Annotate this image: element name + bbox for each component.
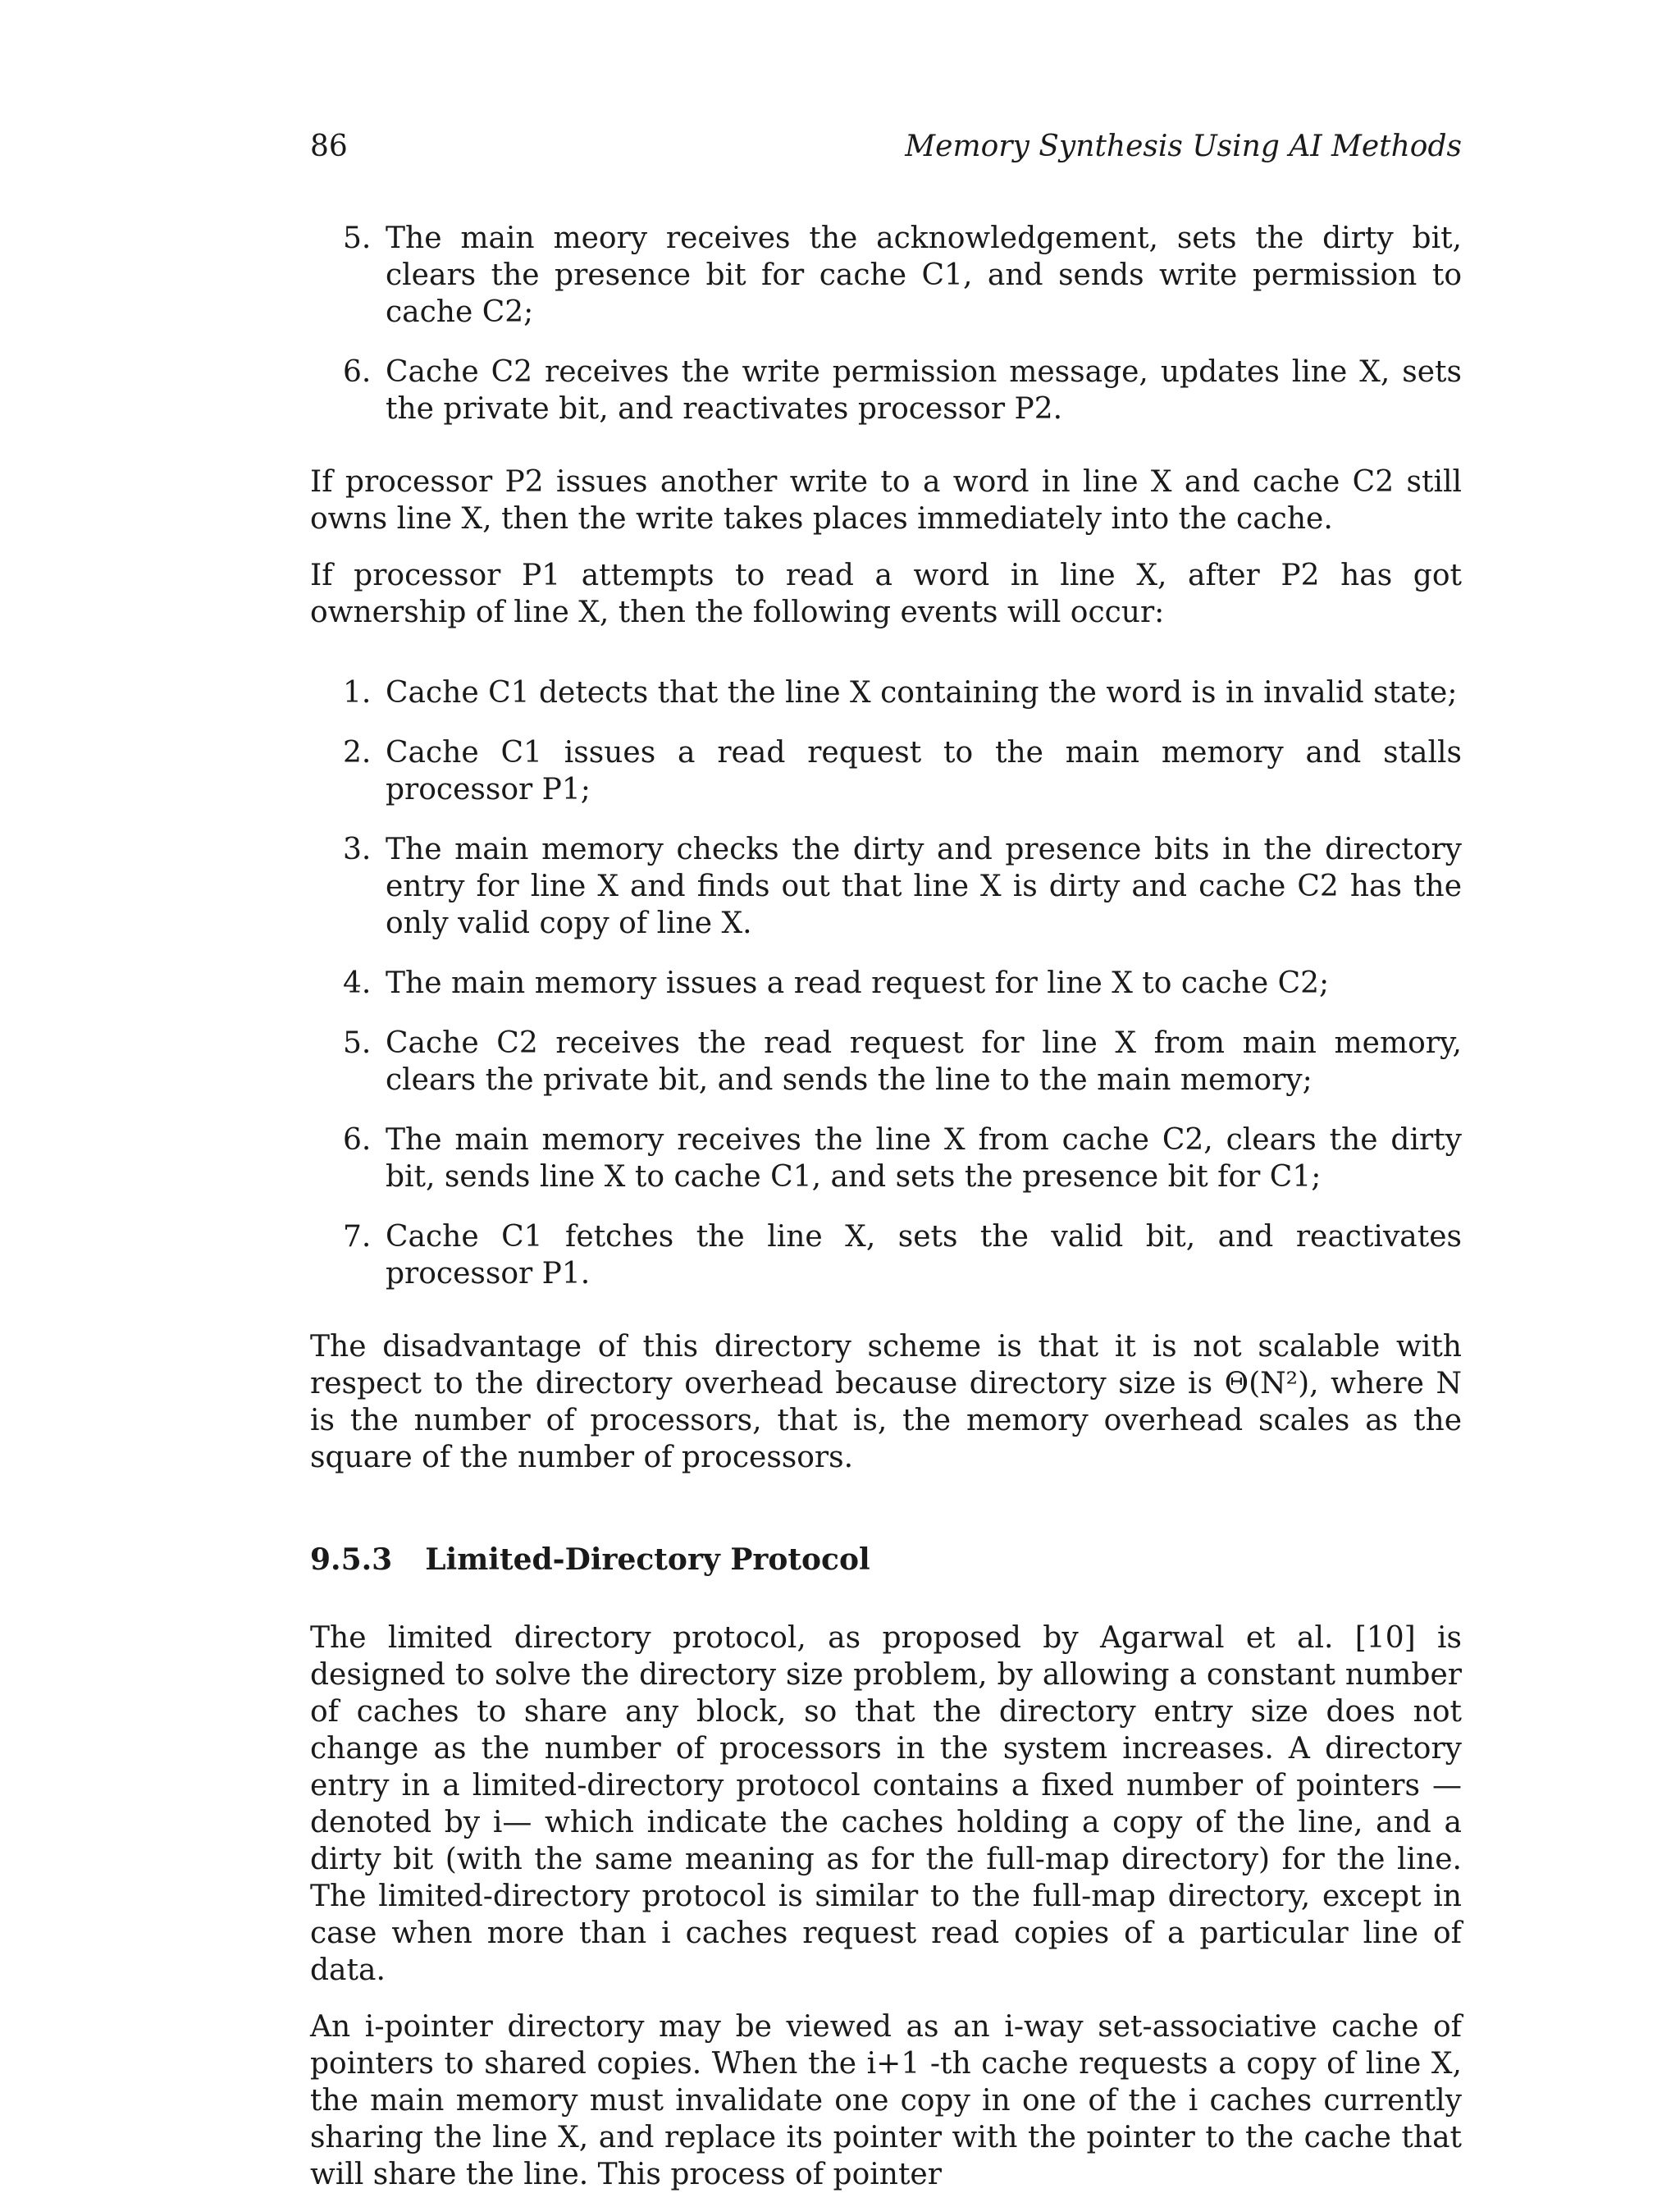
paragraph-limited-directory: The limited directory protocol, as proposed by Agarwal et al. [10] is designed to solve the directory size problem, by allowing a constant number of caches to share any block, so that the directory entry size does not change as the number of processors in the system increases. A directory entry in a limited-directory protocol contains a fixed number of pointers —denoted by i— which indicate the caches holding a copy of the line, and a dirty bit (with the same meaning as for the full-map directory) for the line. The limited-directory protocol is similar to the full-map directory, except in case when more than i caches request read copies of a particular line of data. xyxy=(310,1621,1462,1987)
list-item xyxy=(310,1218,1462,1292)
page-header xyxy=(310,130,1462,169)
paragraph-repeat-write: If processor P2 issues another write to a word in line X and cache C2 still owns line X, then the write takes places immediately into the cache. xyxy=(310,465,1462,536)
list-item xyxy=(310,354,1462,427)
list-item xyxy=(310,674,1462,711)
section-number: 9.5.3 xyxy=(310,1542,393,1577)
list-item-number: 5. xyxy=(343,222,372,255)
section-heading xyxy=(310,1542,1462,1579)
list-item-number: 7. xyxy=(343,1220,372,1254)
list-item-text: The main memory issues a read request for line X to cache C2; xyxy=(386,966,1330,1000)
list-item xyxy=(310,1122,1462,1195)
list-item-text: Cache C1 fetches the line X, sets the valid bit, and reactivates processor P1. xyxy=(386,1220,1462,1291)
list-item-number: 4. xyxy=(343,966,372,1000)
list-item-number: 5. xyxy=(343,1026,372,1060)
list-item xyxy=(310,965,1462,1002)
section-title: Limited-Directory Protocol xyxy=(425,1542,870,1577)
list-item-number: 1. xyxy=(343,676,372,710)
running-title: Memory Synthesis Using AI Methods xyxy=(905,130,1462,163)
list-item-text: Cache C1 issues a read request to the main memory and stalls processor P1; xyxy=(386,736,1462,806)
page-number: 86 xyxy=(310,130,348,163)
paragraph-read-intro: If processor P1 attempts to read a word in line X, after P2 has got ownership of line X, then the following events will occur: xyxy=(310,559,1462,629)
list-item-number: 2. xyxy=(343,736,372,770)
list-item-number: 6. xyxy=(343,1123,372,1157)
list-item xyxy=(310,831,1462,942)
list-item xyxy=(310,220,1462,331)
list-item xyxy=(310,1025,1462,1099)
list-item-text: The main meory receives the acknowledgement, sets the dirty bit, clears the presence bit for cache C1, and sends write permission to cache C2; xyxy=(386,222,1462,329)
list-item-text: Cache C1 detects that the line X containing the word is in invalid state; xyxy=(386,676,1458,710)
event-list-read xyxy=(310,674,1462,1292)
event-list-write xyxy=(310,220,1462,427)
list-item-text: Cache C2 receives the write permission message, updates line X, sets the private bit, and reactivates processor P2. xyxy=(386,355,1462,426)
list-item-number: 6. xyxy=(343,355,372,389)
list-item-text: The main memory checks the dirty and presence bits in the directory entry for line X and finds out that line X is dirty and cache C2 has the only valid copy of line X. xyxy=(386,833,1462,940)
list-item-text: The main memory receives the line X from cache C2, clears the dirty bit, sends line X to cache C1, and sets the presence bit for C1; xyxy=(386,1123,1462,1194)
paragraph-i-pointer: An i-pointer directory may be viewed as an i-way set-associative cache of pointers to shared copies. When the i+1 -th cache requests a copy of line X, the main memory must invalidate one copy in one of the i caches currently sharing the line X, and replace its pointer with the pointer to the cache that will share the line. This process of pointer xyxy=(310,2010,1462,2191)
paragraph-disadvantage: The disadvantage of this directory scheme is that it is not scalable with respect to the directory overhead because directory size is Θ(N²), where N is the number of processors, that is, the memory overhead scales as the square of the number of processors. xyxy=(310,1330,1462,1474)
page-body xyxy=(310,220,1462,2193)
list-item-text: Cache C2 receives the read request for line X from main memory, clears the private bit, and sends the line to the main memory; xyxy=(386,1026,1462,1097)
list-item xyxy=(310,734,1462,808)
list-item-number: 3. xyxy=(343,833,372,866)
